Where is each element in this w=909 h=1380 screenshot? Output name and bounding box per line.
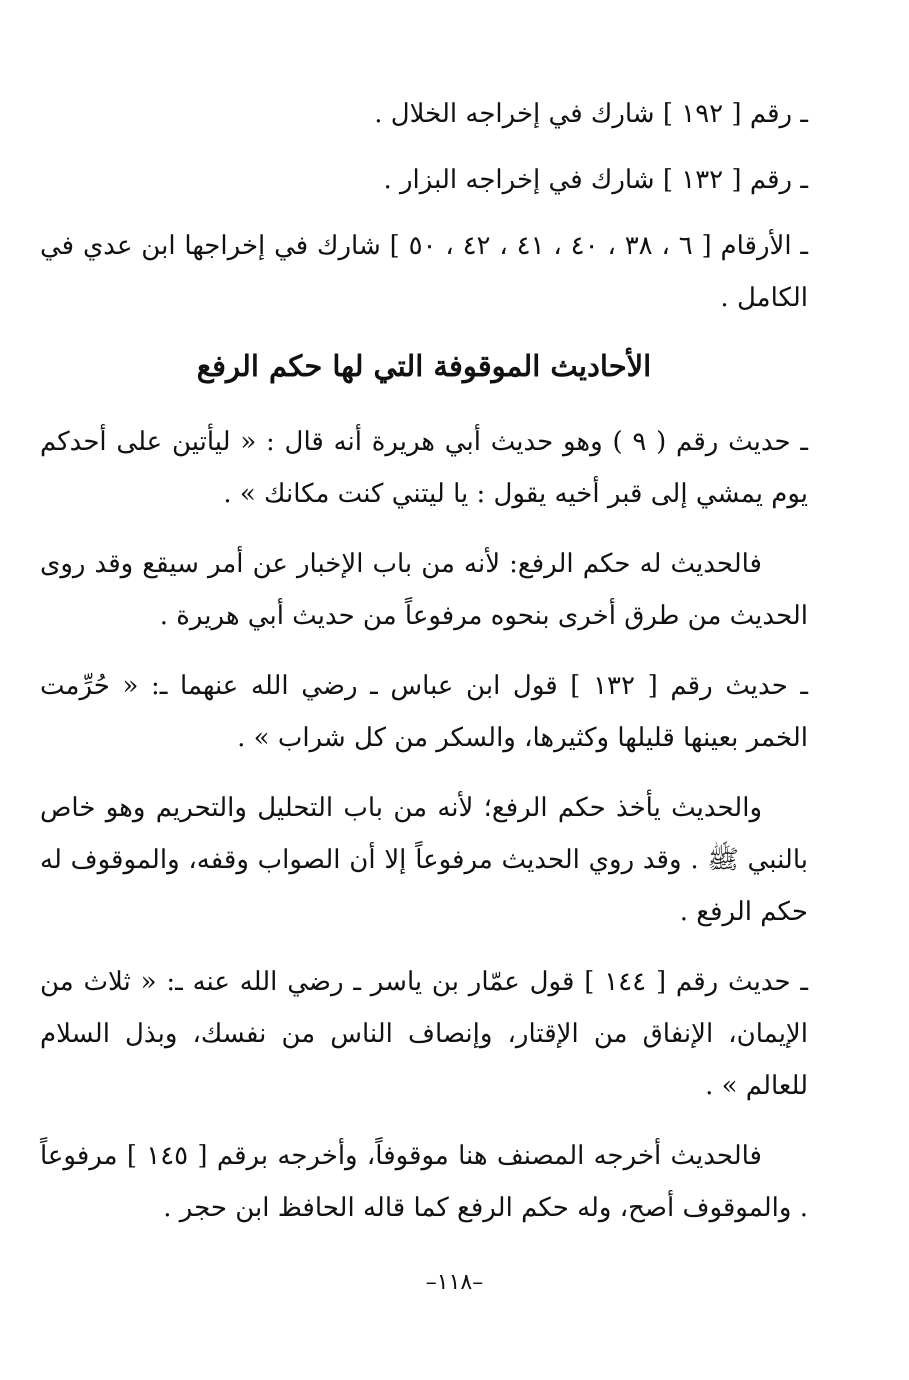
hadith-paragraph: ـ حديث رقم [ ١٣٢ ] قول ابن عباس ـ رضي الله عنهما ـ: « حُرِّمت الخمر بعينها قليلها وكثيرها، والسكر من كل شراب » . xyxy=(40,671,809,753)
hadith-paragraph: ـ حديث رقم [ ١٤٤ ] قول عمّار بن ياسر ـ رضي الله عنه ـ: « ثلاث من الإيمان، الإنفاق من الإقتار، وإنصاف الناس من نفسك، وبذل السلام للعالم » . xyxy=(40,967,808,1101)
page-body xyxy=(40,88,808,1234)
page-number: –١١٨– xyxy=(425,1270,484,1295)
commentary-paragraph: فالحديث له حكم الرفع: لأنه من باب الإخبار عن أمر سيقع وقد روى الحديث من طرق أخرى بنحوه مرفوعاً من حديث أبي هريرة . xyxy=(40,549,808,631)
hadith-paragraph: ـ حديث رقم ( ٩ ) وهو حديث أبي هريرة أنه قال : « ليأتين على أحدكم يوم يمشي إلى قبر أخيه يقول : يا ليتني كنت مكانك » . xyxy=(40,427,808,509)
note-line: ـ رقم [ ١٩٢ ] شارك في إخراجه الخلال . xyxy=(374,99,808,129)
section-title: الأحاديث الموقوفة التي لها حكم الرفع xyxy=(196,349,652,383)
note-line: ـ الأرقام [ ٦ ، ٣٨ ، ٤٠ ، ٤١ ، ٤٢ ، ٥٠ ] شارك في إخراجها ابن عدي في الكامل . xyxy=(40,231,809,313)
commentary-paragraph: فالحديث أخرجه المصنف هنا موقوفاً، وأخرجه برقم [ ١٤٥ ] مرفوعاً . والموقوف أصح، وله حكم الرفع كما قاله الحافظ ابن حجر . xyxy=(40,1141,808,1223)
note-line: ـ رقم [ ١٣٢ ] شارك في إخراجه البزار . xyxy=(383,165,808,195)
commentary-paragraph: والحديث يأخذ حكم الرفع؛ لأنه من باب التحليل والتحريم وهو خاص بالنبي ﷺ . وقد روي الحديث مرفوعاً إلا أن الصواب وقفه، والموقوف له حكم الرفع . xyxy=(40,793,808,927)
